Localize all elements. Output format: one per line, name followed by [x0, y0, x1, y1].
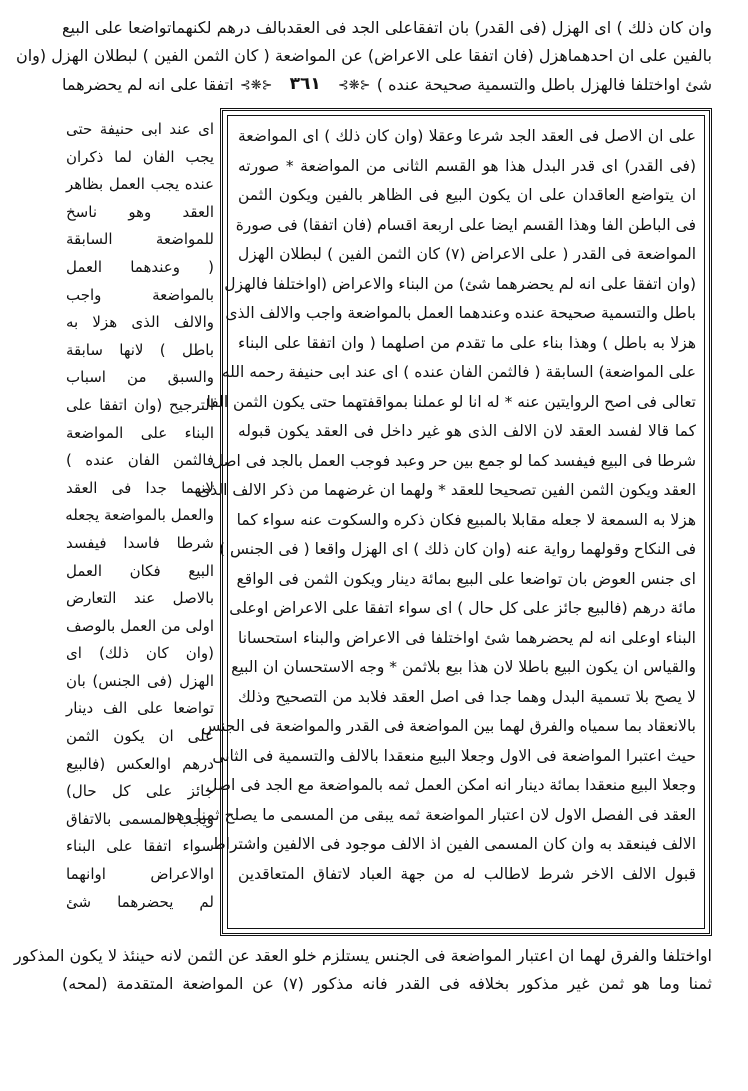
side-line: للمواضعة السابقة [66, 230, 214, 249]
main-line: وجعلا البيع منعقدا بمائة دينار انه امكن العمل ثمه بالمواضعة مع الجد فى اصل [206, 776, 696, 794]
side-line: درهم اوالعكس (فالبيع [66, 754, 214, 773]
main-line: تعالى فى اصح الروايتين عنه * له انا لو عملنا بمواقفتهما حتى يكون الثمن الفا [206, 392, 696, 411]
side-line: الهزل (فى الجنس) بان [66, 671, 214, 690]
main-line: الالف فينعقد به وان كان المسمى الفين اذ الالف موجود فى الالفين واشتراط [211, 835, 696, 853]
side-line: البيع فكان العمل [66, 561, 214, 580]
main-line: ان يتواضع العاقدان على ان يكون البيع فى الظاهر بالفين ويكون الثمن [238, 186, 696, 204]
top-line: بالفين على ان احدهماهزل (فان اتفقا على الاعراض) عن المواضعة ( كان الثمن الفين ) لبطلان الهزل (وان [15, 46, 712, 65]
main-line: مائة درهم (فالبيع جائز على كل حال ) اى سواء اتفقا على الاعراض اوعلى [229, 599, 696, 617]
main-line: فى الباطن الفا وهذا القسم ايضا على اربعة اقسام (فان اتفقا) فى صورة [235, 215, 696, 234]
main-line: شرطا فى البيع فيفسد كما لو جمع بين حر وعبد فوجب العمل بالجد فى اصل [211, 451, 696, 470]
main-line: العقد فى الفصل الاول لان اعتبار المواضعة ثمه يبقى من المسمى ما يصلح ثمنا وهو [168, 805, 696, 824]
side-line: والالف الذى هزلا به [66, 313, 214, 332]
main-line: هزلا به باطل ) وهذا بناء على ما تقدم من اصلهما ( وان اتفقا على البناء [238, 333, 696, 352]
bottom-line: اواختلفا والفرق لهما ان اعتبار المواضعة فى الجنس يستلزم خلو العقد عن الثمن لانه حينئذ لا يكون المذكور [13, 946, 712, 965]
side-line: اوالاعراض اوانهما [66, 865, 214, 884]
main-line: هزلا به السمعة لا جعله مقابلا بالمبيع فكان ذكره والسكوت عنه سواء كما [236, 510, 696, 529]
ornament-icon: ⊰❋⊱ [337, 78, 371, 93]
side-line: سواء اتفقا على البناء [66, 837, 214, 856]
main-line: فى النكاح وقولهما رواية عنه (وان كان ذلك ) اى الهزل واقعا ( فى الجنس ) [219, 540, 696, 558]
side-line: (وان كان ذلك) اى [66, 644, 214, 663]
side-line: اولى من العمل بالوصف [66, 616, 214, 635]
main-line: (فى القدر) اى قدر البدل هذا هو القسم الثانى من المواضعة * صورته [238, 156, 696, 175]
side-line: يجب الفان لما ذكران [66, 147, 214, 166]
running-header [62, 70, 712, 98]
main-text [168, 122, 696, 889]
side-line: ويجب المسمى بالاتفاق [66, 809, 214, 828]
header-left-text: اتفقا على انه لم يحضرهما [62, 74, 234, 94]
side-line: ( وعندهما العمل [66, 257, 214, 276]
page-number: ٣٦١ [289, 74, 321, 94]
side-line: جائز على كل حال) [66, 782, 214, 801]
side-line: اى عند ابى حنيفة حتى [66, 120, 214, 138]
side-line: العقد وهو ناسخ [66, 202, 214, 221]
side-line: والسبق من اسباب [66, 368, 214, 387]
side-line: بالاصل عند التعارض [66, 589, 214, 608]
main-line: البناء اوعلى انه لم يحضرهما شئ اواختلفا فى الاعراض والبناء استحسانا [238, 628, 696, 647]
top-commentary [15, 14, 712, 98]
header-center [236, 74, 375, 94]
side-line: والعمل بالمواضعة يجعله [65, 506, 214, 525]
main-line: بالانعقاد بما سمياه والفرق لهما بين المواضعة فى القدر والمواضعة فى الجنس [201, 717, 696, 735]
ornament-icon: ⊰❋⊱ [239, 78, 273, 93]
side-line: على ان يكون الثمن [66, 727, 214, 746]
main-line: حيث اعتبرا المواضعة فى الاول وجعلا البيع منعقدا بالالف والتسمية فى الثانى [212, 746, 696, 765]
side-line: شرطا فاسدا فيفسد [66, 533, 214, 552]
main-line: المواضعة فى القدر ( على الاعراض (٧) كان الثمن الفين ) لبطلان الهزل [238, 245, 696, 263]
margin-commentary [66, 116, 214, 916]
side-line: عنده يجب العمل بظاهر [66, 175, 214, 194]
side-line: تواضعا على الف دينار [66, 699, 214, 718]
main-line: على المواضعة) السابقة ( فالثمن الفان عنده ) اى عند ابى حنيفة رحمه الله [221, 363, 696, 381]
main-line: العقد ويكون الثمن الفين تصحيحا للعقد * ولهما ان غرضهما من ذكر الالف الذى [198, 481, 696, 499]
main-line: لا يصح بلا تسمية البدل وهما جدا فى اصل العقد فلابد من التصحيح وذلك [238, 687, 696, 706]
side-line: الترجيح (وان اتفقا على [66, 395, 214, 414]
header-right-text: شئ اواختلفا فالهزل باطل والتسمية صحيحة عنده ) [376, 74, 712, 94]
side-line: لم يحضرهما شئ [66, 892, 214, 911]
main-line: كما قالا لفسد العقد لان الالف الذى هو غير داخل فى العقد يكون قبوله [238, 422, 696, 440]
side-line: لانهما جدا فى العقد [66, 478, 214, 497]
main-line: (وان اتفقا على انه لم يحضرهما شئ) من البناء والاعراض (اواختلفا فالهزل [224, 274, 696, 293]
top-line: وان كان ذلك ) اى الهزل (فى القدر) بان اتفقاعلى الجد فى العقدبالف درهم لكنهماتواضعا على البيع [62, 18, 712, 37]
side-line: فالثمن الفان عنده ) [66, 451, 214, 470]
side-line: البناء على المواضعة [66, 423, 214, 442]
main-line: والقياس ان يكون البيع باطلا لان هذا بيع بلاثمن * وجه الاستحسان ان البيع [231, 658, 696, 676]
main-line: قبول الالف الاخر شرط لاطالب له من جهة العباد لاتفاق المتعاقدين [238, 864, 696, 883]
side-line: باطل ) لانها سابقة [66, 340, 214, 359]
main-line: باطل والتسمية صحيحة عنده وعندهما العمل بالمواضعة واجب والالف الذى [225, 304, 696, 322]
side-line: بالمواضعة واجب [66, 285, 214, 304]
main-line: على ان الاصل فى العقد الجد شرعا وعقلا (وان كان ذلك ) اى المواضعة [238, 127, 696, 145]
bottom-line: ثمنا وما هو ثمن غير مذكور بخلافه فى القدر فانه مذكور (٧) عن المواضعة المتقدمة (لمحه) [62, 974, 713, 993]
bottom-commentary [13, 942, 713, 998]
main-line: اى جنس العوض بان تواضعا على البيع بمائة دينار ويكون الثمن فى الواقع [236, 569, 696, 588]
